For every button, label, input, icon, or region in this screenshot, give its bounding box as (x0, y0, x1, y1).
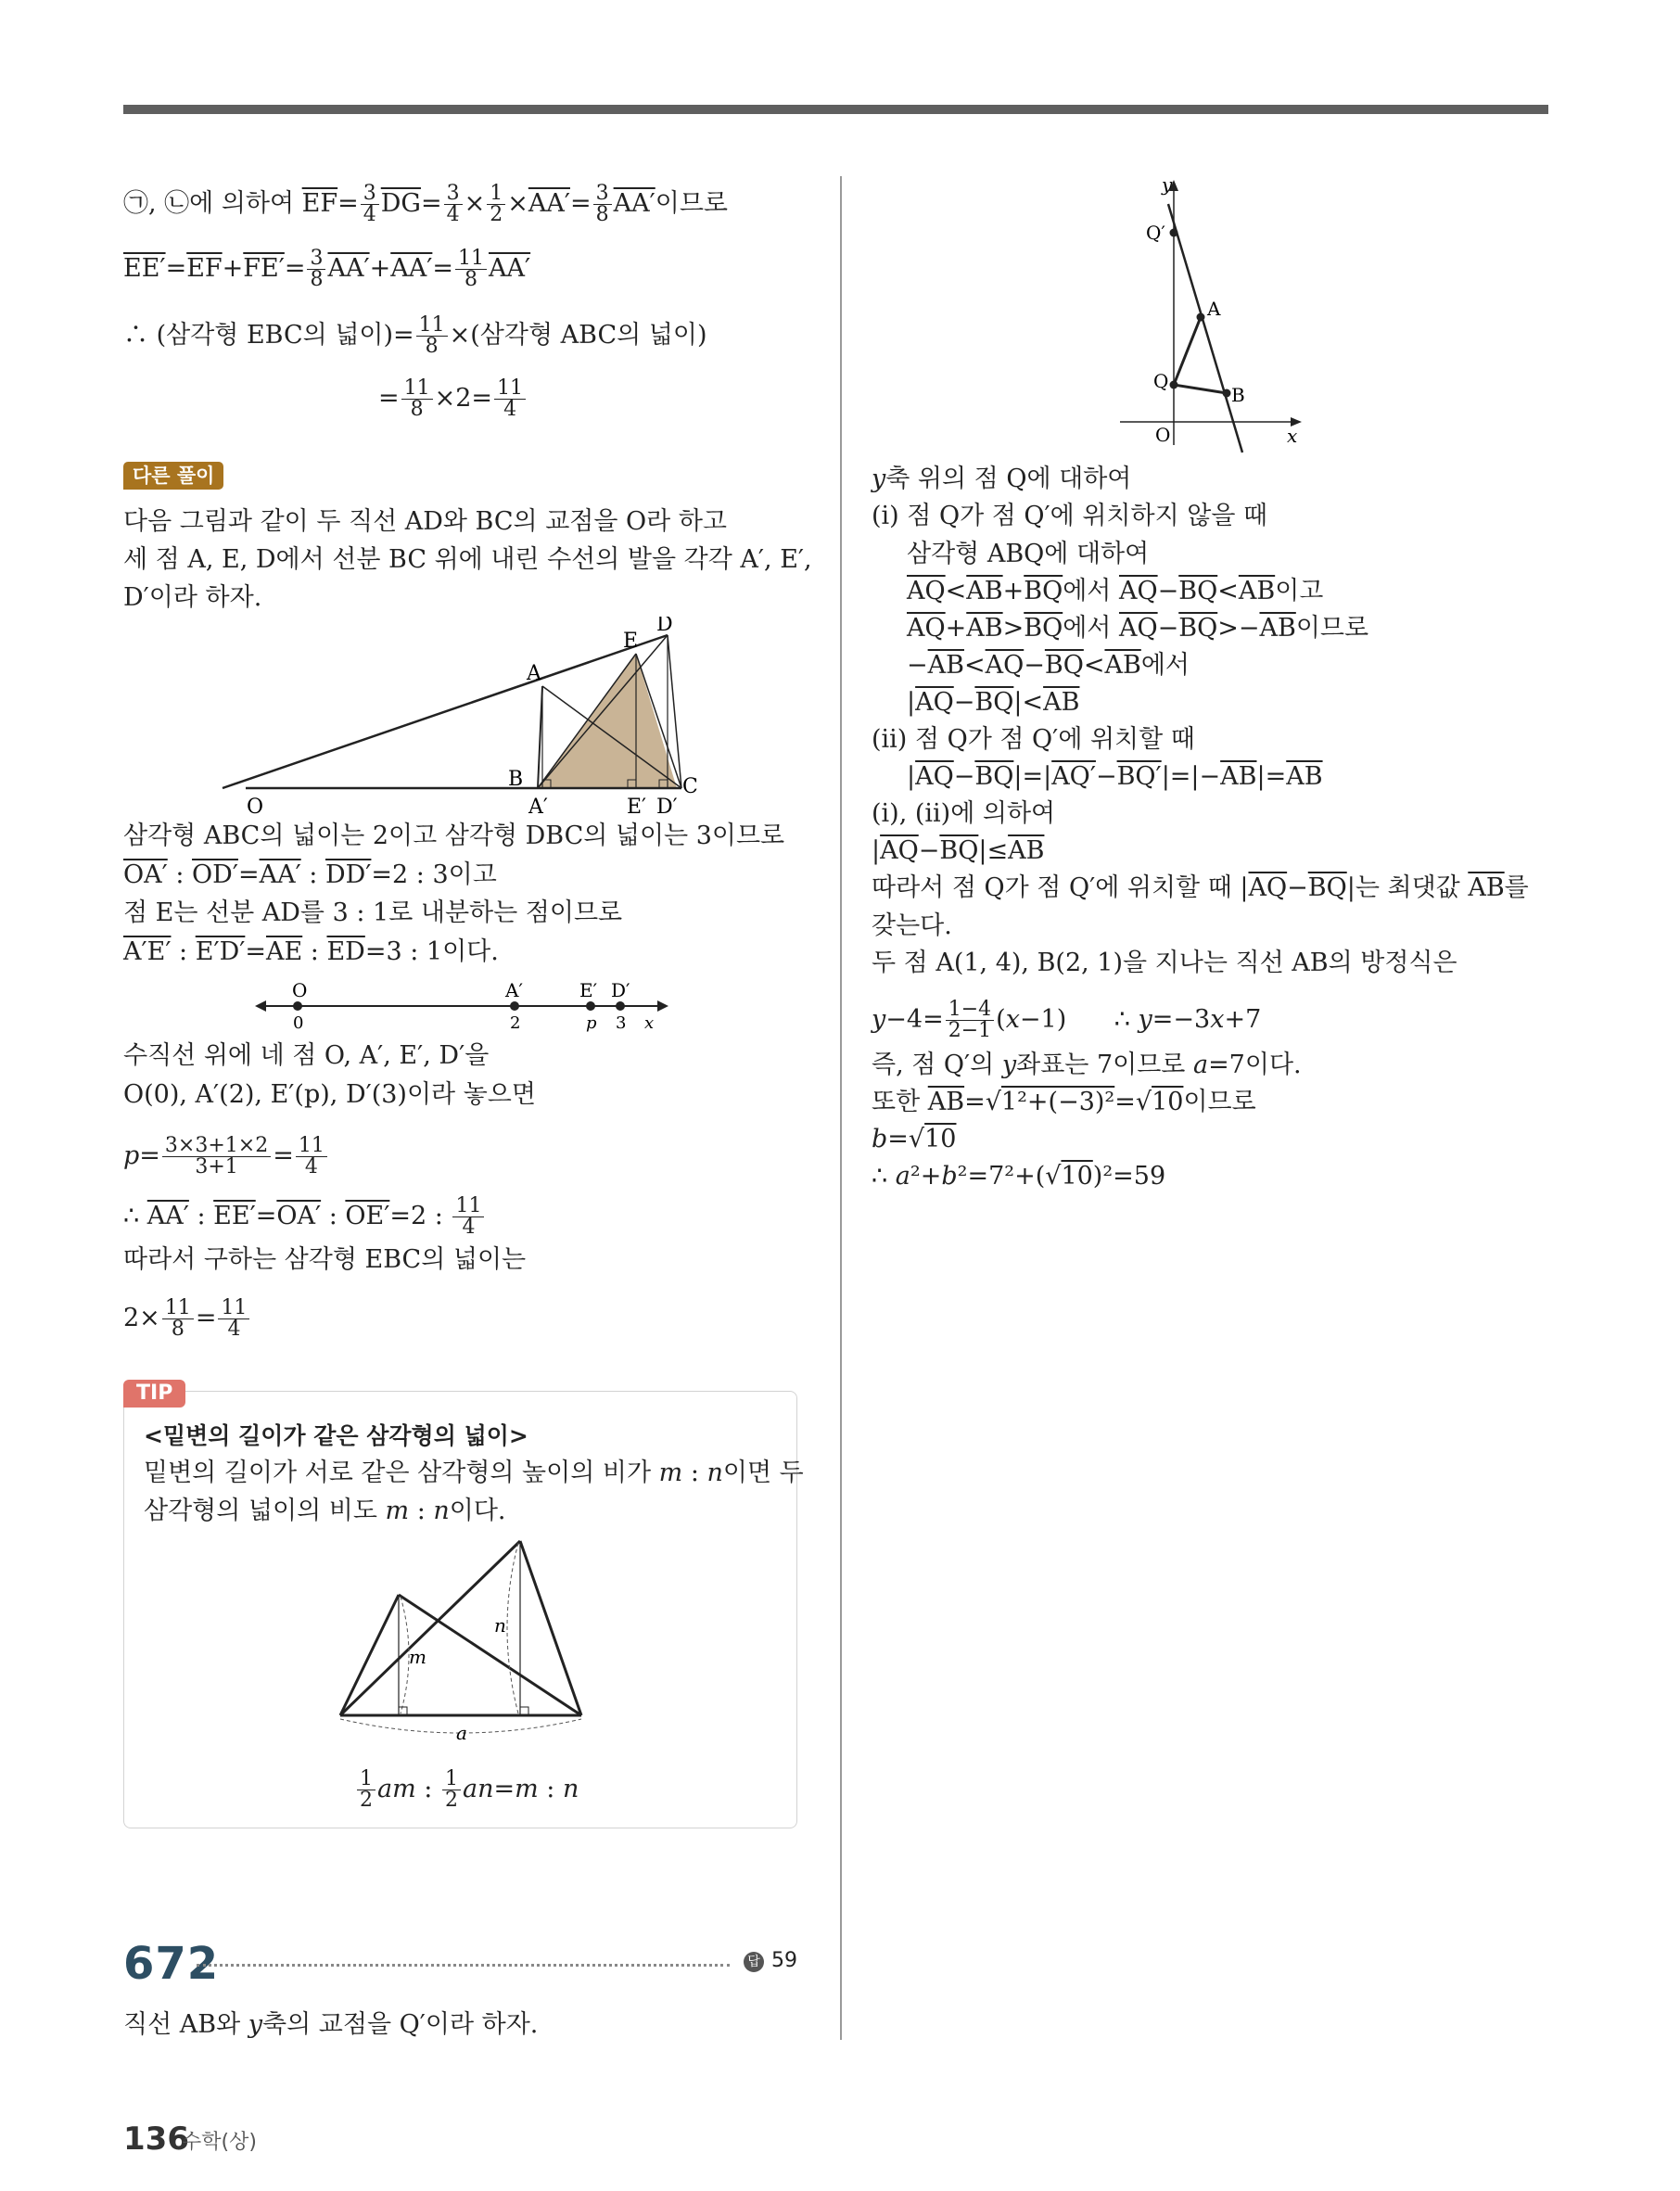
dotted-leader (197, 1964, 730, 1967)
label-d-prime: D′ (611, 979, 630, 1001)
text: ㉠, ㉡에 의하여 (123, 189, 302, 218)
triangle2-right (520, 1541, 581, 1715)
point-d-prime (616, 1001, 625, 1011)
right-line-1: y축 위의 점 Q에 대하여 (872, 465, 1132, 493)
answer-icon: 답 (744, 1952, 764, 1972)
solution-line-4: = $\frac{11}{8}$ ×2= $\frac{11}{4}$ (378, 378, 528, 420)
right-line-16: 즉, 점 Q′의 y좌표는 7이므로 a=7이다. (872, 1051, 1302, 1079)
alt-line-2: 세 점 A, E, D에서 선분 BC 위에 내린 수선의 발을 각각 A′, E′, (123, 545, 812, 574)
label-o: O (292, 979, 308, 1001)
point-e-prime (586, 1001, 595, 1011)
number-line (255, 978, 681, 1034)
answer-value: 59 (771, 1949, 797, 1972)
math-expression: $\overline{EF}=$ $\frac{3}{4}$ $\overline{DG}=$ $\frac{3}{4}$ × $\frac{1}{2}$ ×AA′= $\frac{3}{8}$ AA′ (301, 182, 655, 226)
shaded-triangle-ebc (538, 654, 677, 788)
label-m: m (409, 1646, 426, 1668)
label-d-prime: D′ (656, 796, 678, 819)
label-b: B (1231, 384, 1245, 406)
problem-line: 직선 AB와 y축의 교점을 Q′이라 하자. (123, 2010, 539, 2039)
solution-line-3: ∴ (삼각형 EBC의 넓이)= $\frac{11}{8}$ ×(삼각형 ABC의 넓이) (123, 313, 707, 358)
label-c: C (682, 775, 698, 798)
alt-line-4: 삼각형 ABC의 넓이는 2이고 삼각형 DBC의 넓이는 3이므로 (123, 822, 785, 850)
alt-line-3: D′이라 하자. (123, 583, 262, 612)
label-o: O (247, 796, 264, 819)
label-d: D (656, 617, 673, 636)
problem-number: 672 (123, 1938, 220, 1990)
alt-line-9: O(0), A′(2), E′(p), D′(3)이라 놓으면 (123, 1080, 536, 1109)
right-line-2: (ⅰ) 점 Q가 점 Q′에 위치하지 않을 때 (872, 502, 1268, 530)
alt-line-6: 점 E는 선분 AD를 3 : 1로 내분하는 점이므로 (123, 898, 623, 927)
solution-line-2: $EE'=\overline{EF}+FE'=$ $\frac{3}{8}$ AA′+AA′= $\frac{11}{8}$ AA′ (123, 247, 531, 291)
right-line-10: (ⅰ), (ⅱ)에 의하여 (872, 799, 1056, 828)
alt-line-11: ∴ AA′ : EE′=OA′ : OE′=2 : $\frac{11}{4}$ (123, 1196, 486, 1238)
tick-p: p (586, 1013, 597, 1033)
left-arrow-icon (255, 1000, 266, 1012)
label-q: Q (1153, 370, 1169, 392)
triangle1-left (340, 1595, 399, 1715)
coordinate-graph (1113, 176, 1317, 454)
label-e-prime: E′ (579, 979, 598, 1001)
tick-x: x (644, 1013, 655, 1033)
point-a (1197, 313, 1205, 322)
top-rule (123, 105, 1548, 114)
column-divider (840, 176, 842, 2040)
label-a: A (527, 662, 541, 685)
label-e-prime: E′ (627, 796, 647, 819)
alt-solution-badge: 다른 풀이 (123, 462, 223, 490)
label-a-prime: A′ (505, 979, 523, 1001)
alt-line-7: A′E′ : $E'D'=\overline{AE}$ : $\overline{ED}=3$ : 1이다. (123, 937, 499, 966)
label-x: x (1287, 425, 1298, 447)
height-n-brace (507, 1543, 518, 1713)
label-a: a (456, 1722, 467, 1744)
right-line-18: b=√10 (872, 1125, 957, 1153)
alt-line-1: 다음 그림과 같이 두 직선 AD와 BC의 교점을 O라 하고 (123, 507, 728, 536)
point-b (1223, 389, 1231, 398)
alt-line-12: 따라서 구하는 삼각형 EBC의 넓이는 (123, 1245, 527, 1274)
text: 이므로 (655, 189, 728, 218)
label-n: n (494, 1614, 506, 1637)
tick-2: 2 (510, 1013, 521, 1033)
tip-title: <밑변의 길이가 같은 삼각형의 넓이> (144, 1422, 528, 1449)
right-line-14: 두 점 A(1, 4), B(2, 1)을 지나는 직선 AB의 방정식은 (872, 949, 1457, 977)
tip-line-2: 삼각형의 넓이의 비도 m : n이다. (144, 1497, 506, 1525)
right-line-6: $-\overline{AB}<\overline{AQ}-\overline{BQ}<\overline{AB}$에서 (907, 651, 1190, 680)
line-ab (1168, 204, 1242, 452)
right-line-13: 갖는다. (872, 911, 952, 940)
tip-line-1: 밑변의 길이가 서로 같은 삼각형의 높이의 비가 m : n이면 두 (144, 1459, 804, 1487)
alt-line-8: 수직선 위에 네 점 O, A′, E′, D′을 (123, 1041, 490, 1070)
right-line-19: ∴ a²+b²=7²+(√10)²=59 (872, 1162, 1166, 1191)
label-a: A (1207, 298, 1221, 320)
point-a-prime (510, 1001, 519, 1011)
label-e: E (623, 630, 639, 653)
tip-figure (329, 1532, 598, 1754)
right-line-7: $|\overline{AQ}-\overline{BQ}|<\overline{AB}$ (907, 688, 1080, 717)
tick-0: 0 (293, 1013, 304, 1033)
triangle2-left (340, 1541, 520, 1715)
right-line-4: $\overline{AQ}<\overline{AB}+\overline{BQ}$에서 $\overline{AQ}-\overline{BQ}<\overline{AB}$이고 (907, 577, 1324, 605)
label-q-prime: Q′ (1146, 222, 1165, 244)
label-y: y (1162, 176, 1173, 196)
right-line-8: (ⅱ) 점 Q가 점 Q′에 위치할 때 (872, 725, 1195, 754)
tip-formula: $\frac{1}{2}$ am : $\frac{1}{2}$ an=m : n (355, 1769, 579, 1811)
right-line-11: $|\overline{AQ}-\overline{BQ}|\le\overline{AB}$ (872, 836, 1045, 865)
label-b: B (508, 768, 524, 791)
right-line-5: $\overline{AQ}+\overline{AB}>\overline{BQ}$에서 $\overline{AQ}-\overline{BQ}>-\overline{AB}$이므로 (907, 614, 1369, 643)
alt-line-13: 2× $\frac{11}{8}$ = $\frac{11}{4}$ (123, 1298, 251, 1340)
right-arrow-icon (657, 1000, 668, 1012)
label-o: O (1155, 424, 1171, 446)
right-line-9: $|\overline{AQ}-\overline{BQ}|=|AQ'-BQ'|=|-\overline{AB}|=\overline{AB}$ (907, 762, 1323, 791)
triangle-figure (213, 617, 714, 821)
right-line-15: y−4= $\frac{1-4}{2-1}$ (x−1) ∴ y=−3x+7 (872, 998, 1262, 1042)
label-a-prime: A′ (528, 796, 548, 819)
point-q (1170, 381, 1178, 389)
solution-line-1 (123, 184, 728, 225)
point-q-prime (1170, 229, 1178, 237)
subject-label: 수학(상) (182, 2131, 257, 2154)
right-line-17: 또한 $\overline{AB}=√1^2+(-3)^2=√10$이므로 (872, 1088, 1256, 1116)
segment-qb (1174, 385, 1227, 393)
segment-qa (1174, 317, 1201, 385)
alt-line-5: OA′ : OD′=AA′ : DD′=2 : 3이고 (123, 860, 497, 889)
right-line-3: 삼각형 ABQ에 대하여 (907, 540, 1150, 568)
page-number: 136 (123, 2121, 189, 2158)
alt-line-10: p= $\frac{3\times 3+1\times 2}{3+1}$ = $\frac{11}{4}$ (123, 1136, 329, 1178)
tick-3: 3 (616, 1013, 627, 1033)
right-line-12: 따라서 점 Q가 점 Q′에 위치할 때 $|\overline{AQ}-\overline{BQ}|$는 최댓값 $\overline{AB}$를 (872, 873, 1529, 902)
segment-ab (538, 686, 542, 788)
tip-badge: TIP (123, 1380, 185, 1408)
point-o (293, 1001, 302, 1011)
